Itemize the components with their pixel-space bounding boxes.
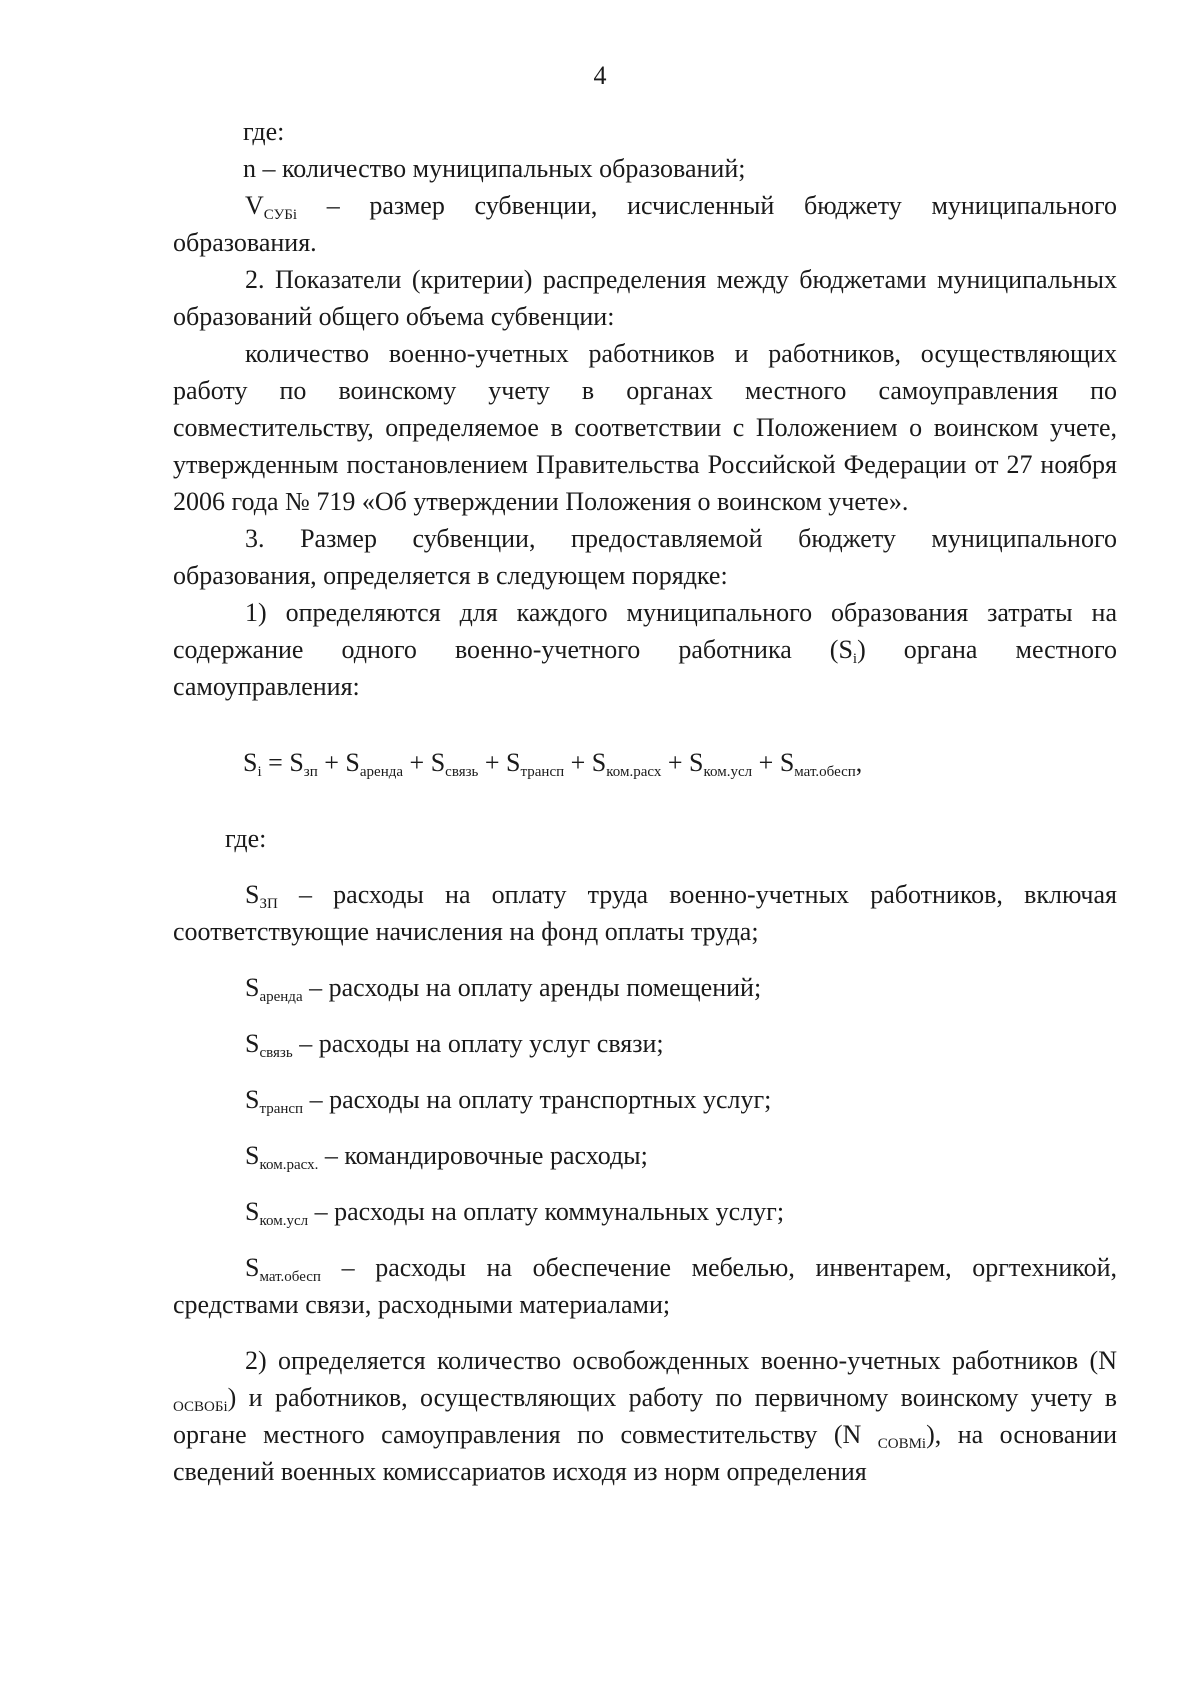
s-arenda-definition: $S_{аренда}$ – расходы на оплату аренды помещений; bbox=[245, 973, 762, 1005]
v-definition-text: – размер субвенции, исчисленный бюджету муниципального образования. bbox=[173, 191, 1117, 257]
paragraph-3: 3. Размер субвенции, предоставляемой бюджету муниципального образования, определяется в следующем порядке: bbox=[173, 524, 1117, 590]
v-symbol: V bbox=[245, 191, 264, 220]
v-subscript: СУБi bbox=[263, 207, 297, 223]
s-svyaz-definition: $S_{связь}$ – расходы на оплату услуг связи; bbox=[245, 1029, 664, 1061]
v-definition bbox=[173, 187, 1117, 261]
s-transp-definition: $S_{трансп}$ – расходы на оплату транспортных услуг; bbox=[245, 1085, 772, 1117]
paragraph-3-item-2: 2) определяется количество освобожденных военно-учетных работников (N $_{ОСВОБi}$) и работников, осуществляющих работу по первичному воинскому учету в органе местного самоуправления по совместительству (N $_{СОВМi}$), на основании сведений военных комиссариатов исходя из норм определения bbox=[173, 1346, 1117, 1486]
where-label-mid: где: bbox=[225, 824, 267, 853]
paragraph-2: 2. Показатели (критерии) распределения между бюджетами муниципальных образований общего объема субвенции: bbox=[173, 265, 1117, 331]
document-body bbox=[173, 113, 1117, 1490]
cost-formula: $S_i = S_{зп} + S_{аренда} + S_{связь} + S_{трансп} + S_{ком.расх} + S_{ком.усл} + S_{мат.обесп}$, bbox=[243, 748, 863, 780]
s-komrash-definition: $S_{ком.расх.}$ – командировочные расходы; bbox=[245, 1141, 648, 1173]
paragraph-2-criterion: количество военно-учетных работников и работников, осуществляющих работу по воинскому учету в органах местного самоуправления по совместительству, определяемое в соответствии с Положением о воинском учете, утвержденным постановлением Правительства Российской Федерации от 27 ноября 2006 года № 719 «Об утверждении Положения о воинском учете». bbox=[173, 339, 1117, 516]
s-komusl-definition: $S_{ком.усл}$ – расходы на оплату коммунальных услуг; bbox=[245, 1197, 785, 1229]
n-definition: n – количество муниципальных образований; bbox=[243, 154, 746, 183]
s-zp-definition: $S_{ЗП}$ – расходы на оплату труда военно-учетных работников, включая соответствующие начисления на фонд оплаты труда; bbox=[173, 880, 1117, 946]
where-label-top: где: bbox=[243, 117, 285, 146]
page-number: 4 bbox=[593, 61, 607, 90]
paragraph-3-item-1: 1) определяются для каждого муниципального образования затраты на содержание одного военно-учетного работника $(S_i)$ органа местного самоуправления: bbox=[173, 598, 1117, 701]
s-mat-definition: $S_{мат.обесп}$ – расходы на обеспечение мебелью, инвентарем, оргтехникой, средствами связи, расходными материалами; bbox=[173, 1253, 1117, 1319]
